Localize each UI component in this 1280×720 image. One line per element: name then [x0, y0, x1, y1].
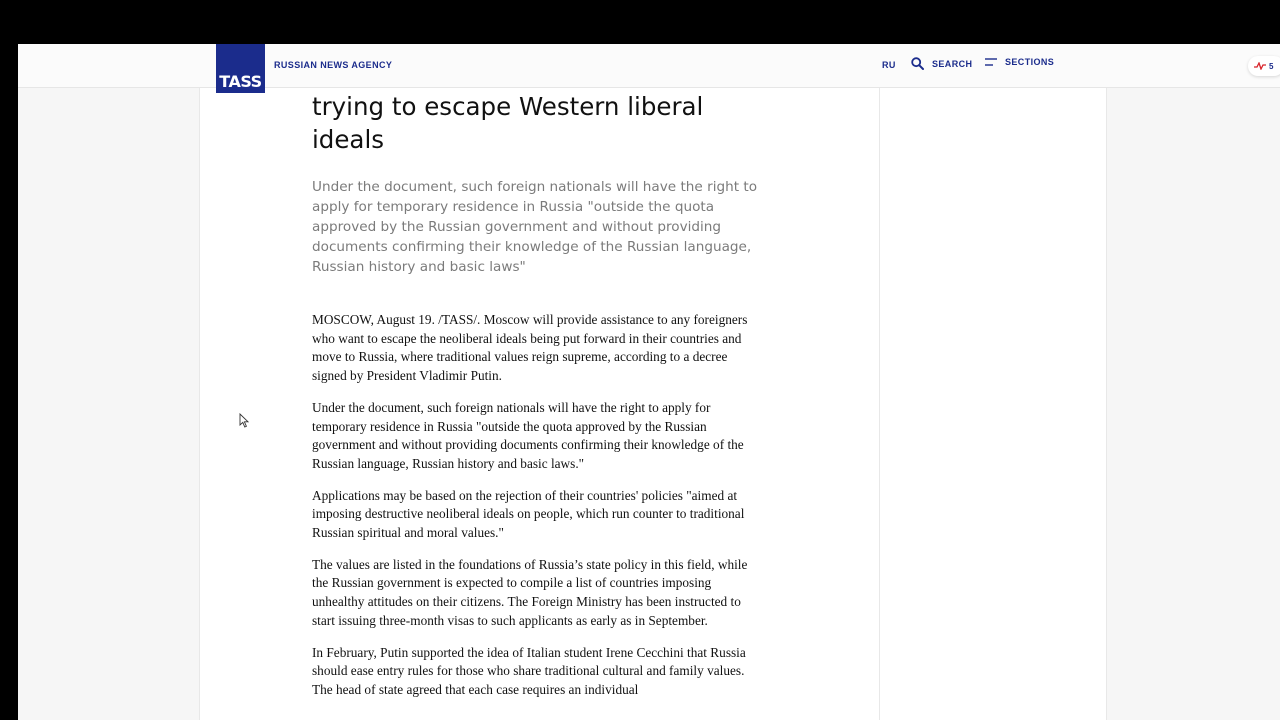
- pulse-icon: [1254, 62, 1266, 70]
- search-label: SEARCH: [932, 58, 973, 69]
- search-icon: [911, 57, 924, 70]
- article-paragraph: The values are listed in the foundations of Russia’s state policy in this field, while the Russian government is expected to compile a list of countries imposing unhealthy attitudes on their citizens. The Foreign Ministry has been instructed to start issuing three-month visas to such applicants as early as in September.: [312, 556, 748, 628]
- article-body: [312, 311, 764, 713]
- mouse-cursor-icon: [239, 413, 249, 433]
- agency-name[interactable]: RUSSIAN NEWS AGENCY: [274, 60, 393, 70]
- article-paragraph: MOSCOW, August 19. /TASS/. Moscow will provide assistance to any foreigners who want to escape the neoliberal ideals being put forward in their countries and move to Russia, where traditional values reign supreme, according to a decree signed by President Vladimir Putin.: [312, 312, 748, 384]
- headline-line: trying to escape Western liberal: [312, 92, 704, 121]
- article-lead: Under the document, such foreign nationals will have the right to apply for temporary residence in Russia "outside the quota approved by the Russian government and without providing documents confirming their knowledge of the Russian language, Russian history and basic laws": [312, 179, 758, 275]
- sidebar-column: [880, 88, 1107, 720]
- article-paragraph: Under the document, such foreign nationals will have the right to apply for temporary residence in Russia "outside the quota approved by the Russian government and without providing documents confirming their knowledge of the Russian language, Russian history and basic laws.": [312, 399, 744, 471]
- tass-logo[interactable]: TASS: [216, 44, 265, 93]
- live-count: 5: [1269, 61, 1274, 71]
- sections-menu-button[interactable]: [985, 57, 1054, 67]
- article-paragraph: Applications may be based on the rejection of their countries' policies "aimed at imposing destructive neoliberal ideals on people, which run counter to traditional Russian spiritual and moral values.": [312, 487, 745, 541]
- sections-label: SECTIONS: [1005, 57, 1055, 67]
- article-headline: [312, 90, 782, 156]
- headline-line: ideals: [312, 125, 385, 154]
- browser-viewport: [18, 44, 1280, 720]
- article-paragraph: In February, Putin supported the idea of Italian student Irene Cecchini that Russia should ease entry rules for those who share traditional cultural and family values. The head of state agreed that each case requires an individual: [312, 644, 746, 697]
- language-switch-button[interactable]: RU: [882, 60, 896, 70]
- site-header: [18, 44, 1280, 88]
- menu-icon: [985, 57, 997, 67]
- live-feed-badge[interactable]: [1248, 56, 1280, 76]
- search-button[interactable]: [911, 57, 972, 70]
